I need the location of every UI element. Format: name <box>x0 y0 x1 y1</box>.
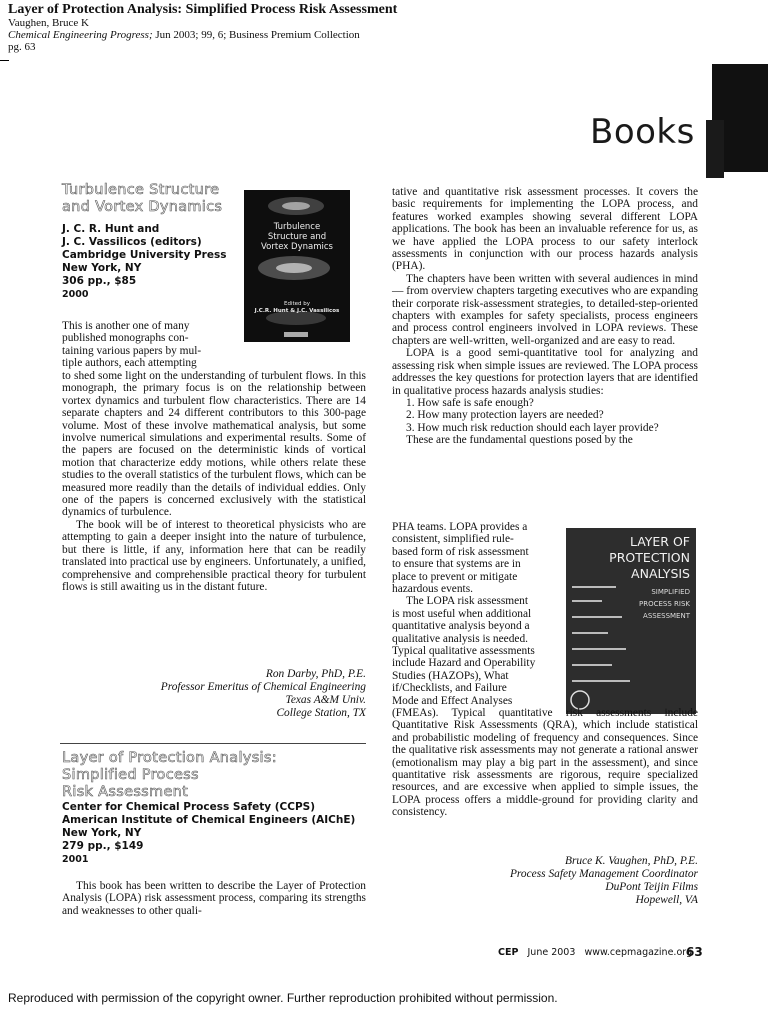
reviewer-title: Process Safety Management Coordinator <box>509 868 698 880</box>
reviewer-title: Professor Emeritus of Chemical Engineering <box>160 681 366 693</box>
reviewer-location: College Station, TX <box>276 707 366 719</box>
review2-meta-line: New York, NY <box>62 827 142 839</box>
review2-meta-line: Center for Chemical Process Safety (CCPS) <box>62 801 316 813</box>
review2-line: is most useful when additional <box>392 607 532 620</box>
footer-date: June 2003 <box>527 947 576 958</box>
review2-line: PHA teams. LOPA provides a <box>392 521 528 533</box>
cover-subtitle-line: SIMPLIFIED <box>651 588 690 596</box>
review1-header <box>62 182 242 301</box>
review2-title-line: Layer of Protection Analysis: <box>62 750 277 766</box>
review2-line: quantitative analysis beyond a <box>392 620 530 633</box>
citation-journal: Chemical Engineering Progress; <box>8 29 153 41</box>
review2-line: Studies (HAZOPs), What <box>392 669 509 682</box>
reviewer-affiliation: DuPont Teijin Films <box>605 881 698 893</box>
review2-right-column <box>392 186 698 447</box>
review2-title-line: Risk Assessment <box>62 784 189 800</box>
review1-title-line1: Turbulence Structure <box>62 182 220 198</box>
citation-details: Jun 2003; 99, 6; Business Premium Collection <box>152 29 360 41</box>
cover-title-line: LAYER OF <box>629 534 690 549</box>
review2-line: The LOPA risk assessment <box>406 595 529 608</box>
review2-para: tative and quantitative risk assessment processes. It covers the basic requirements for implementing the LOPA process, and features worked examples showing several different LOPA applications. The book has been an invaluable reference for us, as we have applied the LOPA process to our safety interlock assessments in conjunction with our process hazards analysis (PHA). <box>392 186 698 273</box>
review1-para1: to shed some light on the understanding of turbulent flows. In this monograph, the primary focus is on the relationship between vortex dynamics and turbulent flow characteristics. There are 14 separate chapters and 24 different contributors to this 300-page volume. Most of these involve mathematical analysis, but some involve numerical simulations and experimental results. Some of the papers are focused on the deterministic kinds of vortical motion that characterize eddy motions, while others relate these studies to the overall statistics of the turbulent flows, which can be measured more readily than the details of individual eddies. Only one of the papers is concerned exclusively with the statistical dynamics of turbulence. <box>62 370 366 519</box>
review1-meta-line: J. C. Vassilicos (editors) <box>62 236 202 248</box>
citation-author: Vaughen, Bruce K <box>8 17 89 29</box>
review2-para: (FMEAs). Typical quantitative risk assessments include Quantitative Risk Assessments (QRA), which include statistical and probabilistic modeling of frequency and consequences. Since the qualitative risk assessments may not generate a rational answer (emotionalism may play a big part in the assessment), and since quantitative risk assessments are rigorous, require specialized resources, and are excessive when applied to simple issues, the LOPA process offers a middle-ground for providing clarity and consistency. <box>392 707 698 819</box>
review2-body-end <box>392 707 698 819</box>
review1-para2: The book will be of interest to theoretical physicists who are attempting to gain a deeper insight into the nature of turbulence, but there is little, if any, information here that can be readily translated into practical use by engineers. Unfortunately, a unified, comprehensive and comprehensible practical theory for turbulent flows is still awaiting us in the distant future. <box>62 518 366 593</box>
review2-line: to ensure that systems are in <box>392 558 521 571</box>
review2-meta-line: 279 pp., $149 <box>62 840 144 852</box>
review2-line: place to prevent or mitigate <box>392 570 518 583</box>
review1-meta-line: J. C. R. Hunt and <box>62 223 160 235</box>
cover-title-line: Structure and <box>267 232 327 242</box>
footer-url: www.cepmagazine.org <box>584 947 693 958</box>
list-item: 1. How safe is safe enough? <box>406 396 534 409</box>
review1-line: This is another one of many <box>62 320 190 332</box>
review2-header <box>62 750 366 866</box>
review2-meta-line: 2001 <box>62 854 89 865</box>
citation-page: pg. 63 <box>8 41 36 53</box>
review2-line: consistent, simplified rule- <box>392 533 514 546</box>
review2-line: based form of risk assessment <box>392 545 529 558</box>
citation-title: Layer of Protection Analysis: Simplified Process Risk Assessment <box>8 2 398 17</box>
vortex-illustration <box>244 190 350 342</box>
review2-meta <box>62 801 366 866</box>
review1-line: tiple authors, each attempting <box>62 357 197 370</box>
review2-line: qualitative analysis is needed. <box>392 632 529 645</box>
review2-wrap-text <box>392 521 562 707</box>
cover-subtitle-line: ASSESSMENT <box>643 612 690 620</box>
cover-editors: J.C.R. Hunt & J.C. Vassilicos <box>254 308 340 314</box>
review1-reviewer <box>60 668 366 720</box>
review1-meta <box>62 223 242 301</box>
review2-title-line: Simplified Process <box>62 767 199 783</box>
book-cover-lopa <box>566 528 696 714</box>
copyright-notice: Reproduced with permission of the copyright owner. Further reproduction prohibited without permission. <box>8 991 558 1005</box>
reviewer-name: Bruce K. Vaughen, PhD, P.E. <box>565 855 698 867</box>
review1-body <box>62 370 366 593</box>
list-item: 3. How much risk reduction should each layer provide? <box>406 421 659 434</box>
cover-title-line: PROTECTION <box>609 550 690 565</box>
review-divider <box>60 743 366 744</box>
section-title: Books <box>590 112 695 152</box>
review2-intro-text: This book has been written to describe the Layer of Protection Analysis (LOPA) risk assessment process, comparing its strengths and weaknesses to other quali- <box>62 880 366 917</box>
cover-title-line: Vortex Dynamics <box>261 242 333 252</box>
page-footer <box>498 947 692 958</box>
review2-para: These are the fundamental questions posed by the <box>406 434 633 447</box>
review2-intro <box>62 880 366 917</box>
cover-title-line: ANALYSIS <box>631 566 690 581</box>
reviewer-location: Hopewell, VA <box>635 894 698 906</box>
review1-meta-line: Cambridge University Press <box>62 249 227 261</box>
review2-meta-line: American Institute of Chemical Engineers (AIChE) <box>62 814 356 826</box>
reviewer-affiliation: Texas A&M Univ. <box>285 694 366 706</box>
review1-meta-line: New York, NY <box>62 262 142 274</box>
review2-para: The chapters have been written with several audiences in mind — from overview chapters targeting executives who are expanding their corporate risk-assessment strategies, to detailed-step-oriented chapters with examples for safety specialists, process engineers and process control engineers involved in LOPA reviews. These chapters are well-written, well-organized and are easy to read. <box>392 272 698 347</box>
list-item: 2. How many protection layers are needed? <box>406 409 604 422</box>
cover-edited-by: Edited by <box>283 301 311 307</box>
citation-source <box>8 29 360 41</box>
page-number: 63 <box>686 945 703 959</box>
cover-subtitle-line: PROCESS RISK <box>639 600 690 608</box>
review2-reviewer <box>392 855 698 907</box>
review2-line: Typical qualitative assessments <box>392 645 535 658</box>
book-cover-turbulence <box>244 190 350 342</box>
footer-brand: CEP <box>498 947 519 958</box>
review2-line: if/Checklists, and Failure <box>392 682 507 695</box>
review1-line: taining various papers by mul- <box>62 344 202 357</box>
review2-line: hazardous events. <box>392 583 473 596</box>
review2-para: LOPA is a good semi-quantitative tool for analyzing and assessing risk when simple issues are reviewed. The LOPA process addresses the key questions for protection layers that are identified in qualitative process hazards analysis studies: <box>392 347 698 397</box>
question-list <box>392 397 698 434</box>
review1-line: published monographs con- <box>62 332 189 345</box>
review1-title-line2: and Vortex Dynamics <box>62 199 223 215</box>
cover-title-line: Turbulence <box>273 222 321 232</box>
section-tab <box>712 64 768 172</box>
review2-line: Mode and Effect Analyses <box>392 694 513 707</box>
review2-line: include Hazard and Operability <box>392 657 536 670</box>
review1-meta-line: 306 pp., $85 <box>62 275 137 287</box>
divider <box>0 60 9 61</box>
review1-para1-start <box>62 320 240 370</box>
reviewer-name: Ron Darby, PhD, P.E. <box>265 668 366 680</box>
review1-meta-line: 2000 <box>62 289 89 300</box>
